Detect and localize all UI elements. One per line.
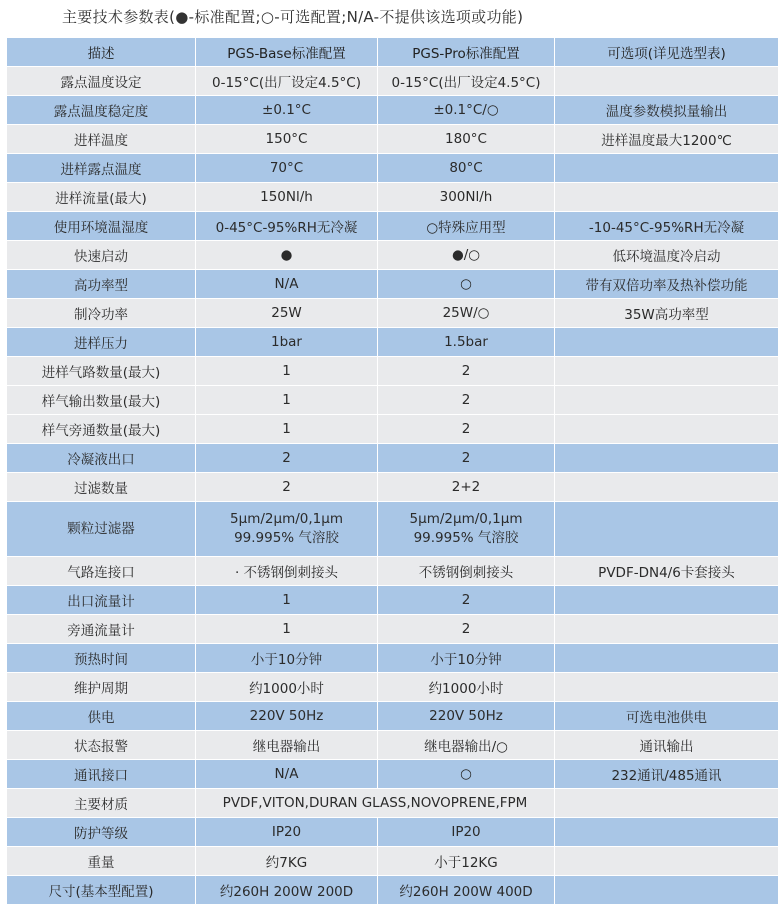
pro-value: 2 [378,444,555,473]
base-value: 2 [196,444,378,473]
row-label: 制冷功率 [7,299,196,328]
row-label: 快速启动 [7,241,196,270]
pro-value: 180°C [378,125,555,154]
pro-value: ○ [378,760,555,789]
option-value: 通讯输出 [555,731,779,760]
base-value: 1 [196,615,378,644]
option-value [555,386,779,415]
base-value: 0-45°C-95%RH无冷凝 [196,212,378,241]
option-value: 带有双倍功率及热补偿功能 [555,270,779,299]
option-value [555,847,779,876]
row-label: 露点温度稳定度 [7,96,196,125]
table-row [7,154,779,183]
header-options: 可选项(详见选型表) [555,38,779,67]
option-value [555,502,779,557]
table-row [7,731,779,760]
option-value: -10-45°C-95%RH无冷凝 [555,212,779,241]
page-title: 主要技术参数表(●-标准配置;○-可选配置;N/A-不提供该选项或功能) [62,8,524,26]
row-label: 进样露点温度 [7,154,196,183]
pro-value: 2 [378,386,555,415]
base-value: 25W [196,299,378,328]
base-value: 150Nl/h [196,183,378,212]
pro-value: ○特殊应用型 [378,212,555,241]
table-row [7,847,779,876]
base-value: 1 [196,386,378,415]
option-value: 可选电池供电 [555,702,779,731]
table-row [7,328,779,357]
base-value: ● [196,241,378,270]
pro-value: 2 [378,586,555,615]
row-label: 过滤数量 [7,473,196,502]
table-row [7,386,779,415]
row-label: 主要材质 [7,789,196,818]
base-value: N/A [196,270,378,299]
row-label: 重量 [7,847,196,876]
base-value: 1 [196,415,378,444]
base-value: 约7KG [196,847,378,876]
table-row [7,702,779,731]
material-value: PVDF,VITON,DURAN GLASS,NOVOPRENE,FPM [196,789,555,818]
pro-filter-spec: 5μm/2μm/0,1μm [409,511,523,527]
table-row [7,183,779,212]
table-row [7,444,779,473]
base-value: 1bar [196,328,378,357]
table-row [7,760,779,789]
header-base-config: PGS-Base标准配置 [196,38,378,67]
option-value [555,876,779,905]
pro-value: ●/○ [378,241,555,270]
table-row [7,502,779,557]
base-value: 约260H 200W 200D [196,876,378,905]
base-filter-spec: 5μm/2μm/0,1μm [230,511,343,527]
row-label: 尺寸(基本型配置) [7,876,196,905]
row-label: 旁通流量计 [7,615,196,644]
row-label: 出口流量计 [7,586,196,615]
table-row [7,67,779,96]
pro-value: 继电器输出/○ [378,731,555,760]
base-value: 约1000小时 [196,673,378,702]
base-value: 0-15°C(出厂设定4.5°C) [196,67,378,96]
base-value: N/A [196,760,378,789]
pro-value: 小于10分钟 [378,644,555,673]
pro-value: 220V 50Hz [378,702,555,731]
pro-value: 2 [378,615,555,644]
base-value: 继电器输出 [196,731,378,760]
row-label: 样气输出数量(最大) [7,386,196,415]
row-label: 使用环境温湿度 [7,212,196,241]
spec-table [6,37,779,905]
table-row [7,876,779,905]
row-label: 进样流量(最大) [7,183,196,212]
pro-value: 约260H 200W 400D [378,876,555,905]
row-label: 冷凝液出口 [7,444,196,473]
table-row [7,644,779,673]
row-label: 颗粒过滤器 [7,502,196,557]
row-label: 进样压力 [7,328,196,357]
option-value: 低环境温度冷启动 [555,241,779,270]
header-pro-config: PGS-Pro标准配置 [378,38,555,67]
pro-value: 2 [378,415,555,444]
table-row [7,473,779,502]
option-value [555,357,779,386]
base-filter-efficiency: 99.995% 气溶胶 [234,530,339,546]
row-label: 露点温度设定 [7,67,196,96]
option-value: 232通讯/485通讯 [555,760,779,789]
table-header-row [7,38,779,67]
row-label: 预热时间 [7,644,196,673]
base-value: 小于10分钟 [196,644,378,673]
option-value [555,789,779,818]
base-value: 150°C [196,125,378,154]
row-label: 样气旁通数量(最大) [7,415,196,444]
option-value [555,586,779,615]
base-value: ±0.1°C [196,96,378,125]
table-row [7,615,779,644]
table-row [7,586,779,615]
table-row [7,270,779,299]
table-row [7,789,779,818]
row-label: 进样温度 [7,125,196,154]
row-label: 气路连接口 [7,557,196,586]
table-row [7,673,779,702]
base-value: 1 [196,586,378,615]
base-value: IP20 [196,818,378,847]
option-value [555,473,779,502]
option-value [555,444,779,473]
option-value [555,644,779,673]
option-value [555,183,779,212]
option-value [555,415,779,444]
option-value: 温度参数模拟量输出 [555,96,779,125]
pro-value: IP20 [378,818,555,847]
row-label: 防护等级 [7,818,196,847]
option-value: PVDF-DN4/6卡套接头 [555,557,779,586]
row-label: 供电 [7,702,196,731]
table-row [7,415,779,444]
table-row [7,557,779,586]
option-value [555,67,779,96]
pro-value: 小于12KG [378,847,555,876]
row-label: 通讯接口 [7,760,196,789]
base-value: · 不锈钢倒刺接头 [196,557,378,586]
pro-value: 0-15°C(出厂设定4.5°C) [378,67,555,96]
base-value: 2 [196,473,378,502]
base-value [196,502,378,557]
table-row [7,212,779,241]
option-value [555,328,779,357]
base-value: 70°C [196,154,378,183]
pro-value: 300Nl/h [378,183,555,212]
pro-filter-efficiency: 99.995% 气溶胶 [413,530,519,546]
base-value: 1 [196,357,378,386]
option-value [555,154,779,183]
base-value: 220V 50Hz [196,702,378,731]
table-row [7,299,779,328]
option-value [555,615,779,644]
table-row [7,241,779,270]
table-row [7,125,779,154]
pro-value: 1.5bar [378,328,555,357]
pro-value: 2 [378,357,555,386]
pro-value: 2+2 [378,473,555,502]
option-value: 35W高功率型 [555,299,779,328]
table-row [7,818,779,847]
table-row [7,96,779,125]
option-value [555,818,779,847]
pro-value: 约1000小时 [378,673,555,702]
pro-value: 25W/○ [378,299,555,328]
row-label: 高功率型 [7,270,196,299]
option-value: 进样温度最大1200℃ [555,125,779,154]
pro-value: ○ [378,270,555,299]
table-row [7,357,779,386]
pro-value: 不锈钢倒刺接头 [378,557,555,586]
pro-value: ±0.1°C/○ [378,96,555,125]
pro-value: 80°C [378,154,555,183]
header-description: 描述 [7,38,196,67]
row-label: 状态报警 [7,731,196,760]
row-label: 维护周期 [7,673,196,702]
option-value [555,673,779,702]
pro-value [378,502,555,557]
row-label: 进样气路数量(最大) [7,357,196,386]
